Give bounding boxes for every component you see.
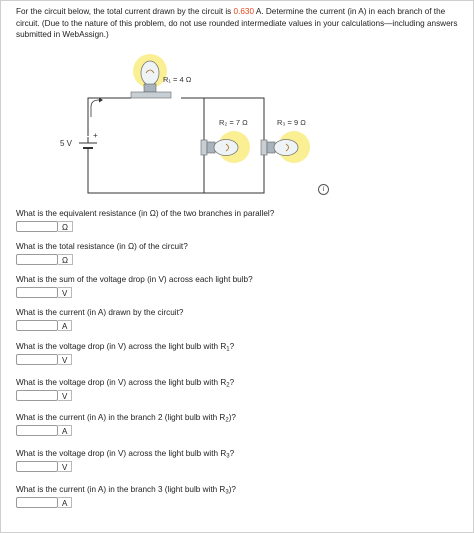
current-arrow [91, 100, 99, 117]
question-text: What is the voltage drop (in V) across the light bulb with R [16, 378, 227, 387]
r2-label: R₂ = 7 Ω [219, 118, 248, 127]
question-text-end: ? [229, 342, 235, 351]
unit-label: V [58, 287, 72, 298]
answer-row [16, 497, 456, 508]
battery-label: 5 V [60, 139, 73, 148]
answer-input[interactable] [16, 390, 58, 401]
question-1 [16, 208, 456, 232]
bulb-r3-icon [261, 131, 310, 163]
question-label [16, 208, 456, 219]
r3-label: R₃ = 9 Ω [277, 118, 306, 127]
question-subscript: 2 [225, 417, 229, 424]
question-text: What is the total resistance (in Ω) of the circuit? [16, 242, 188, 251]
question-text: What is the sum of the voltage drop (in V) across each light bulb? [16, 275, 253, 284]
unit-label: A [58, 320, 72, 331]
question-3 [16, 274, 456, 298]
unit-label: V [58, 354, 72, 365]
question-label [16, 377, 456, 388]
unit-label: Ω [58, 221, 73, 232]
problem-statement [16, 6, 468, 41]
answer-row [16, 221, 456, 232]
question-4 [16, 307, 456, 331]
question-text: What is the current (in A) drawn by the circuit? [16, 308, 184, 317]
question-label [16, 307, 456, 318]
question-label [16, 241, 456, 252]
question-text-end: ? [229, 449, 235, 458]
answer-input[interactable] [16, 497, 58, 508]
unit-label: V [58, 461, 72, 472]
question-label [16, 341, 456, 352]
circuit-diagram [51, 51, 341, 196]
answer-input[interactable] [16, 320, 58, 331]
unit-label: Ω [58, 254, 73, 265]
question-text: What is the current (in A) in the branch 2 (light bulb with R [16, 413, 226, 422]
question-5 [16, 341, 456, 365]
question-subscript: 2 [226, 382, 230, 389]
question-subscript: 3 [226, 453, 230, 460]
unit-label: A [58, 497, 72, 508]
question-2 [16, 241, 456, 265]
answer-row [16, 254, 456, 265]
question-label [16, 484, 456, 495]
unit-label: A [58, 425, 72, 436]
question-text: What is the equivalent resistance (in Ω) of the two branches in parallel? [16, 209, 275, 218]
question-text: What is the voltage drop (in V) across the light bulb with R [16, 342, 227, 351]
answer-row [16, 425, 456, 436]
question-text: What is the current (in A) in the branch 3 (light bulb with R [16, 485, 226, 494]
question-6 [16, 377, 456, 401]
info-icon[interactable]: i [318, 184, 329, 195]
answer-input[interactable] [16, 425, 58, 436]
answer-row [16, 461, 456, 472]
unit-label: V [58, 390, 72, 401]
intro-text-1: For the circuit below, the total current drawn by the circuit is [16, 7, 234, 16]
answer-row [16, 320, 456, 331]
question-label [16, 412, 456, 423]
answer-input[interactable] [16, 354, 58, 365]
question-8 [16, 448, 456, 472]
intro-text-2: A. Determine the current (in A) in each branch of the circuit. (Due to the nature of this problem, do not use rounded intermediate values in your calculations—including answers submitted in WebAssign.) [16, 7, 458, 39]
question-label [16, 448, 456, 459]
total-current-value: 0.630 [233, 7, 255, 16]
question-9 [16, 484, 456, 508]
r1-label: R₁ = 4 Ω [163, 75, 192, 84]
question-text-end: )? [228, 485, 236, 494]
answer-input[interactable] [16, 461, 58, 472]
answer-row [16, 287, 456, 298]
question-7 [16, 412, 456, 436]
answer-input[interactable] [16, 221, 58, 232]
question-subscript: 3 [225, 489, 229, 496]
answer-row [16, 390, 456, 401]
battery-plus: + [93, 131, 98, 140]
question-subscript: 1 [226, 346, 230, 353]
question-text-end: ? [229, 378, 235, 387]
answer-row [16, 354, 456, 365]
bulb-r2-icon [201, 131, 250, 163]
answer-input[interactable] [16, 287, 58, 298]
question-label [16, 274, 456, 285]
answer-input[interactable] [16, 254, 58, 265]
question-text: What is the voltage drop (in V) across the light bulb with R [16, 449, 227, 458]
question-text-end: )? [228, 413, 236, 422]
